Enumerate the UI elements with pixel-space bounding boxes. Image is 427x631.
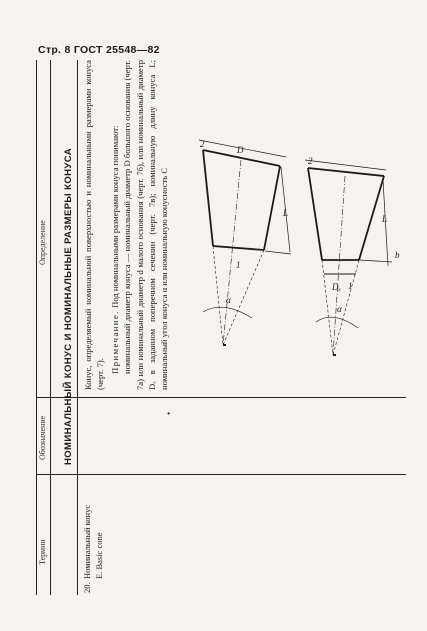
left-label-1: 1: [236, 260, 241, 270]
right-label-L: L: [382, 214, 388, 224]
left-label-D: D: [237, 145, 244, 155]
term-en: E. Basic cone: [94, 532, 104, 579]
col-header-term: Термин: [38, 539, 47, 565]
definition-text: Конус, определяемый номинальной поверхностью и номинальными размерами конуса (черт. 7).: [83, 60, 106, 390]
section-title: НОМИНАЛЬНЫЙ КОНУС И НОМИНАЛЬНЫЕ РАЗМЕРЫ КОНУСА: [63, 147, 74, 465]
note-intro: Под номинальными размерами конуса понимают:: [109, 125, 120, 308]
right-label-alpha: α: [337, 304, 342, 314]
left-label-2: 2: [200, 139, 205, 149]
right-label-b: b: [395, 250, 400, 260]
bullet-mark: •: [164, 411, 174, 415]
left-cone-drawing: [199, 140, 291, 345]
right-cone-drawing: [305, 160, 392, 355]
term-ru: Номинальный конус: [82, 504, 92, 579]
col-header-symbol: Обозначение: [38, 415, 47, 460]
row-number: 20.: [82, 582, 92, 593]
right-label-2: 2: [308, 156, 313, 166]
note-label: Примечание.: [109, 310, 120, 374]
right-label-Dx: Dₓ: [332, 282, 342, 292]
right-label-1: 1: [348, 281, 353, 291]
note-text: номинальный диаметр конуса — номинальный диаметр D большого основания (черт. 7а) или номинальный диаметр d малого основания (черт. 7б), или номинальный диаметр Dₓ в заданном поперечном сечении (черт. 7в); номинальную длину конуса L; номинальный угол конуса α или номинальную конусность C: [122, 60, 170, 390]
col-header-definition: Определение: [38, 220, 47, 265]
left-label-alpha: α: [226, 295, 231, 305]
page-header: Стр. 8 ГОСТ 25548—82: [38, 44, 160, 56]
left-label-L: L: [283, 208, 289, 218]
